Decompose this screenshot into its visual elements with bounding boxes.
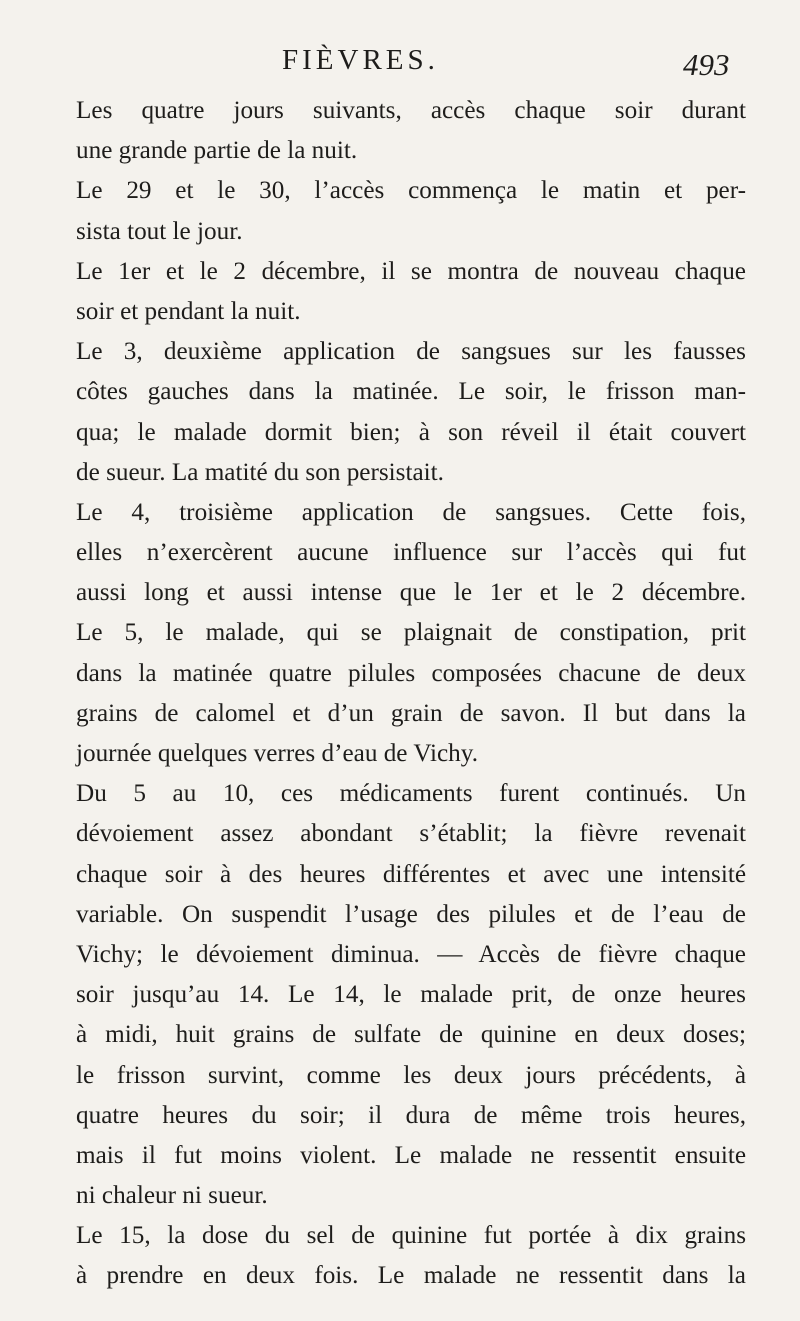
text-line: à midi, huit grains de sulfate de quinine en deux doses;	[76, 1021, 746, 1049]
text-line: journée quelques verres d’eau de Vichy.	[76, 740, 479, 767]
text-line: mais il fut moins violent. Le malade ne ressentit ensuite	[76, 1141, 746, 1169]
text-line: Le 5, le malade, qui se plaignait de constipation, prit	[76, 619, 746, 647]
text-line: grains de calomel et d’un grain de savon. Il but dans la	[76, 699, 746, 727]
text-line: dévoiement assez abondant s’établit; la fièvre revenait	[76, 820, 746, 848]
text-line: soir jusqu’au 14. Le 14, le malade prit, de onze heures	[76, 981, 746, 1009]
text-line: Le 29 et le 30, l’accès commença le matin et per-	[76, 177, 746, 205]
text-line: Les quatre jours suivants, accès chaque soir durant	[76, 97, 746, 124]
page-number: 493	[683, 47, 730, 82]
text-line: soir et pendant la nuit.	[76, 297, 301, 325]
text-line: aussi long et aussi intense que le 1er et le 2 décembre.	[76, 579, 746, 607]
text-line: qua; le malade dormit bien; à son réveil il était couvert	[76, 418, 746, 446]
text-line: Vichy; le dévoiement diminua. — Accès de fièvre chaque	[76, 940, 746, 968]
text-line: à prendre en deux fois. Le malade ne ressentit dans la	[76, 1262, 746, 1290]
text-line: le frisson survint, comme les deux jours précédents, à	[76, 1061, 746, 1089]
text-line: de sueur. La matité du son persistait.	[76, 458, 444, 486]
text-line: dans la matinée quatre pilules composées chacune de deux	[76, 659, 746, 687]
text-line: une grande partie de la nuit.	[76, 137, 358, 165]
body-text	[76, 91, 746, 1297]
text-line: chaque soir à des heures différentes et avec une intensité	[76, 860, 746, 888]
text-line: ni chaleur ni sueur.	[76, 1182, 268, 1210]
text-line: quatre heures du soir; il dura de même trois heures,	[76, 1101, 746, 1129]
text-line: Le 3, deuxième application de sangsues sur les fausses	[76, 338, 746, 366]
text-line: variable. On suspendit l’usage des pilules et de l’eau de	[76, 900, 746, 928]
text-line: sista tout le jour.	[76, 217, 243, 245]
text-line: Le 15, la dose du sel de quinine fut portée à dix grains	[76, 1222, 746, 1250]
running-head	[0, 44, 800, 94]
text-line: Le 1er et le 2 décembre, il se montra de nouveau chaque	[76, 257, 746, 285]
text-line: elles n’exercèrent aucune influence sur l’accès qui fut	[76, 539, 746, 567]
running-title: FIÈVRES.	[282, 44, 439, 76]
text-line: côtes gauches dans la matinée. Le soir, le frisson man-	[76, 378, 746, 406]
text-line: Le 4, troisième application de sangsues. Cette fois,	[76, 498, 746, 526]
text-line: Du 5 au 10, ces médicaments furent continués. Un	[76, 780, 746, 808]
